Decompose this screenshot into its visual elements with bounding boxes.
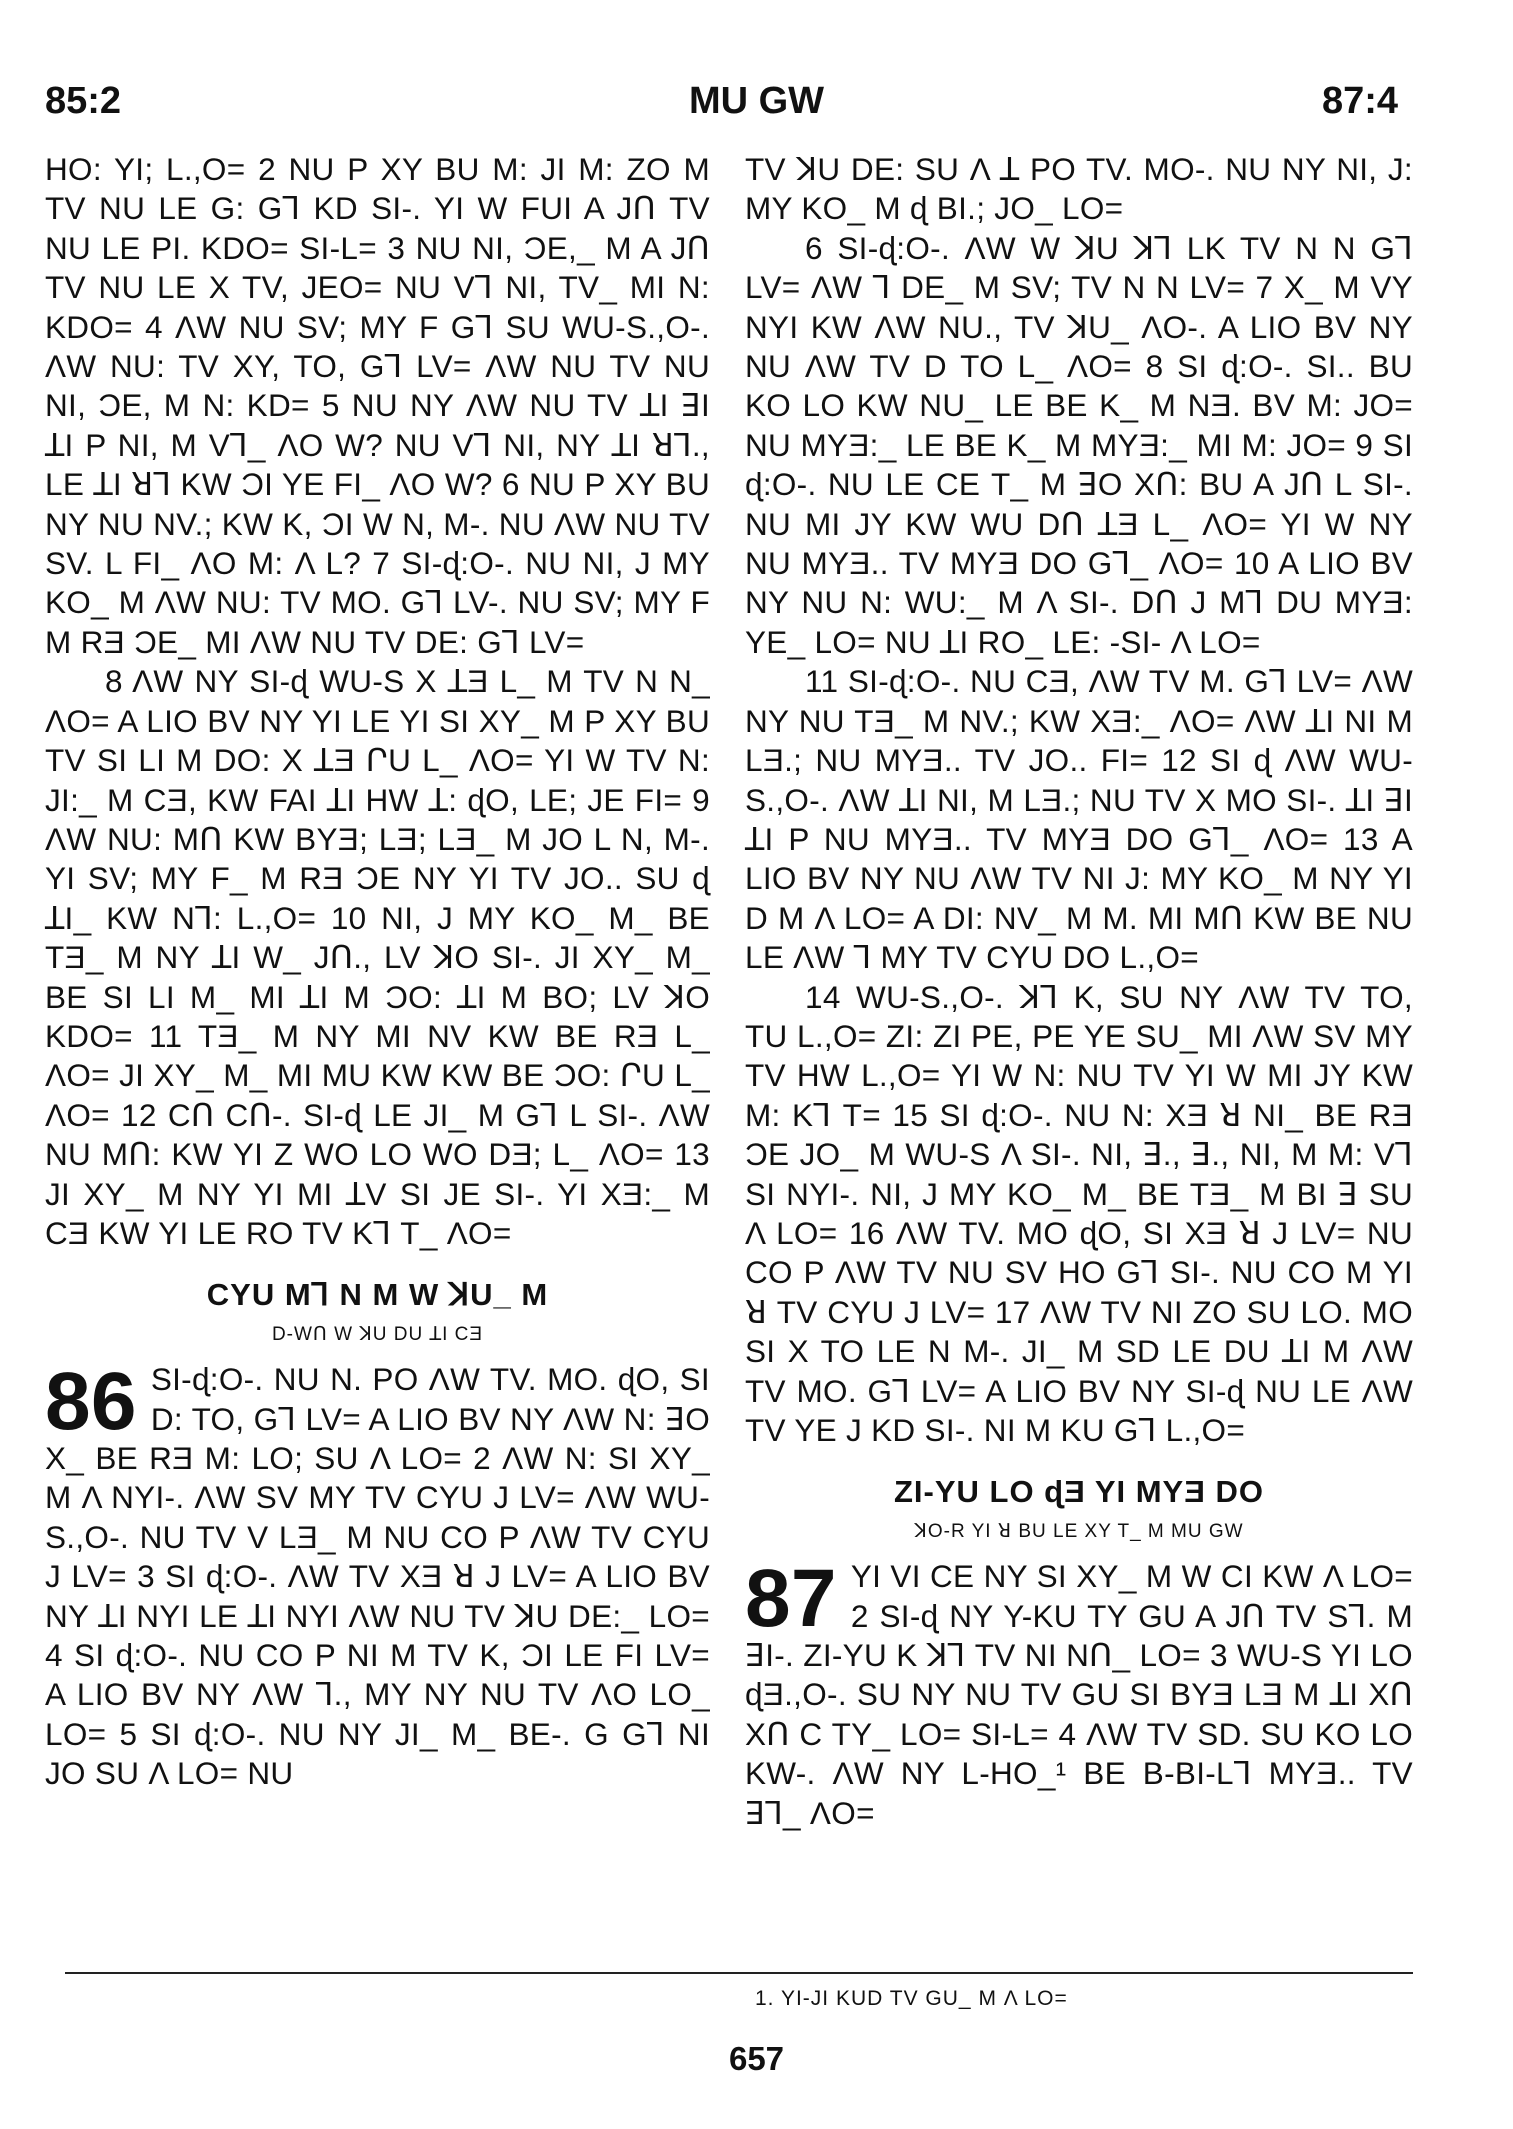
header-book-title: MU GW [688, 80, 825, 122]
paragraph: TV ꓘU DE: SU Λ ꓕ PO TV. MO-. NU NY NI, J: MY KO_ M ɖ BI.; JO_ LO= [745, 151, 1413, 227]
header-right-reference: 87:4 [1321, 80, 1398, 122]
chapter-number: 86 [45, 1356, 137, 1448]
paragraph: 8 ΛW NY SI-ɖ WU-S X ꓕƎ L_ M TV N N_ ΛO= A LIO BV NY YI LE YI SI XY_ M P XY BU TV SI LI M DO: X ꓕƎ ՐU L_ ΛO= YI W TV N: JI:_ M CƎ, KW FAI ꓕI HW ꓕ: ɖO, LE; JE FI= 9 ΛW NU: MՈ KW BYƎ; LƎ; LƎ_ M JO L N, M-. YI SV; MY F_ M RƎ ƆE NY YI TV JO.. SU ɖ ꓕI_ KW Nꓶ: L.,O= 10 NI, J MY KO_ M_ BE TƎ_ M NY ꓕI W_ JՈ., LV ꓘO SI-. JI XY_ M_ BE SI LI M_ MI ꓕI M ƆO: ꓕI M BO; LV ꓘO KDO= 11 TƎ_ M NY MI NV KW BE RƎ L_ ΛO= JI XY_ M_ MI MU KW KW BE ƆO: ՐU L_ ΛO= 12 CՈ CՈ-. SI-ɖ LE JI_ M Gꓶ L SI-. ΛW NU MՈ: KW YI Z WO LO WO DƎ; L_ ΛO= 13 JI XY_ M NY YI MI ꓕV SI JE SI-. YI XƎ:_ M CƎ KW YI LE RO TV Kꓶ T_ ΛO= [45, 663, 710, 1251]
chapter-paragraph [745, 1553, 1413, 1833]
left-column [45, 150, 710, 1794]
footnote: 1. YI-JI KUD TV GU_ M Λ LO= [755, 1987, 1068, 2010]
chapter-number: 87 [745, 1553, 837, 1645]
section-subheading: D-WՈ W ꓘU DU ꓕI CƎ [271, 1323, 484, 1345]
paragraph-text: YI VI CE NY SI XY_ M W CI KW Λ LO= 2 SI-ɖ NY Y-KU TY GU A JՈ TV Sꓶ. M ꓱI-. ZI-YU K ꓘꓶ TV NI NՈ_ LO= 3 WU-S YI LO ɖƎ.,O-. SU NY NU TV GU SI BYƎ LƎ M ꓕI XՈ XՈ C TY_ LO= SI-L= 4 ΛW TV SD. SU KO LO KW-. ΛW NY L-HO_¹ BE B-BI-Lꓶ MYƎ.. TV ꓱꓶ_ ΛO= [745, 1558, 1413, 1831]
paragraph: HO: YI; L.,O= 2 NU P XY BU M: JI M: ZO M TV NU LE G: Gꓶ KD SI-. YI W FUI A JՈ TV NU LE PI. KDO= SI-L= 3 NU NI, ƆE,_ M A JՈ TV NU LE X TV, JEO= NU Vꓶ NI, TV_ MI N: KDO= 4 ΛW NU SV; MY F Gꓶ SU WU-S.,O-. ΛW NU: TV XY, TO, Gꓶ LV= ΛW NU TV NU NI, ƆE, M N: KD= 5 NU NY ΛW NU TV ꓕI ꓱI ꓕI P NI, M Vꓶ_ ΛO W? NU Vꓶ NI, NY ꓕI ꓤꓶ., LE ꓕI ꓤꓶ KW ƆI YE FI_ ΛO W? 6 NU P XY BU NY NU NV.; KW K, ƆI W N, M-. NU ΛW NU TV SV. L FI_ ΛO M: Λ L? 7 SI-ɖ:O-. NU NI, J MY KO_ M ΛW NU: TV MO. Gꓶ LV-. NU SV; MY F M RƎ ƆE_ MI ΛW NU TV DE: Gꓶ LV= [45, 151, 710, 660]
page-number: 657 [728, 2040, 785, 2077]
section-subheading: ꓘO-R YI ꓤ BU LE XY T_ M MU GW [914, 1520, 1244, 1542]
paragraph: 11 SI-ɖ:O-. NU CƎ, ΛW TV M. Gꓶ LV= ΛW NY NU TƎ_ M NV.; KW XƎ:_ ΛO= ΛW ꓕI NI M LƎ.; NU MYƎ.. TV JO.. FI= 12 SI ɖ ΛW WU-S.,O-. ΛW ꓕI NI, M LƎ.; NU TV X MO SI-. ꓕI ꓱI ꓕI P NU MYƎ.. TV MYƎ DO Gꓶ_ ΛO= 13 A LIO BV NY NU ΛW TV NI J: MY KO_ M NY YI D M Λ LO= A DI: NV_ M M. MI MՈ KW BE NU LE ΛW ꓶ MY TV CYU DO L.,O= [745, 663, 1413, 976]
paragraph: 6 SI-ɖ:O-. ΛW W ꓘU ꓘꓶ LK TV N N Gꓶ LV= ΛW ꓶ DE_ M SV; TV N N LV= 7 X_ M VY NYI KW ΛW NU., TV ꓘU_ ΛO-. A LIO BV NY NU ΛW TV D TO L_ ΛO= 8 SI ɖ:O-. SI.. BU KO LO KW NU_ LE BE K_ M NƎ. BV M: JO= NU MYƎ:_ LE BE K_ M MYƎ:_ MI M: JO= 9 SI ɖ:O-. NU LE CE T_ M ꓱO XՈ: BU A JՈ L SI-. NU MI JY KW WU DՈ ꓕƎ L_ ΛO= YI W NY NU MYƎ.. TV MYƎ DO Gꓶ_ ΛO= 10 A LIO BV NY NU N: WU:_ M Λ SI-. DՈ J Mꓶ DU MYƎ: YE_ LO= NU ꓕI RO_ LE: -SI- Λ LO= [745, 229, 1413, 660]
header-left-reference: 85:2 [45, 80, 122, 122]
chapter-paragraph [45, 1356, 710, 1793]
paragraph-text: SI-ɖ:O-. NU N. PO ΛW TV. MO. ɖO, SI D: TO, Gꓶ LV= A LIO BV NY ΛW N: ꓱO X_ BE RƎ M: LO; SU Λ LO= 2 ΛW N: SI XY_ M Λ NYI-. ΛW SV MY TV CYU J LV= ΛW WU-S.,O-. NU TV V LƎ_ M NU CO P ΛW TV CYU J LV= 3 SI ɖ:O-. ΛW TV XƎ ꓤ J LV= A LIO BV NY ꓕI NYI LE ꓕI NYI ΛW NU TV ꓘU DE:_ LO= 4 SI ɖ:O-. NU CO P NI M TV K, ƆI LE FI LV= A LIO BV NY ΛW ꓶ., MY NY NU TV ΛO LO_ LO= 5 SI ɖ:O-. NU NY JI_ M_ BE-. G Gꓶ NI JO SU Λ LO= NU [45, 1361, 710, 1792]
footnote-divider [65, 1972, 1413, 1974]
right-column [745, 150, 1413, 1833]
section-heading: ZI-YU LO ɖƎ YI MYƎ DO [893, 1474, 1265, 1510]
section-heading: CYU Mꓶ N M W ꓘU_ M [206, 1277, 549, 1313]
paragraph: 14 WU-S.,O-. ꓘꓶ K, SU NY ΛW TV TO, TU L.,O= ZI: ZI PE, PE YE SU_ MI ΛW SV MY TV HW L.,O= YI W N: NU TV YI W MI JY KW M: Kꓶ T= 15 SI ɖ:O-. NU N: XƎ ꓤ NI_ BE RƎ ƆE JO_ M WU-S Λ SI-. NI, ꓱ., ꓱ., NI, M M: Vꓶ SI NYI-. NI, J MY KO_ M_ BE TƎ_ M BI ꓱ SU Λ LO= 16 ΛW TV. MO ɖO, SI XƎ ꓤ J LV= NU CO P ΛW TV NU SV HO Gꓶ SI-. NU CO M YI ꓤ TV CYU J LV= 17 ΛW TV NI ZO SU LO. MO SI X TO LE N M-. JI_ M SD LE DU ꓕI M ΛW TV MO. Gꓶ LV= A LIO BV NY SI-ɖ NU LE ΛW TV YE J KD SI-. NI M KU Gꓶ L.,O= [745, 978, 1413, 1448]
running-header [0, 80, 1513, 130]
